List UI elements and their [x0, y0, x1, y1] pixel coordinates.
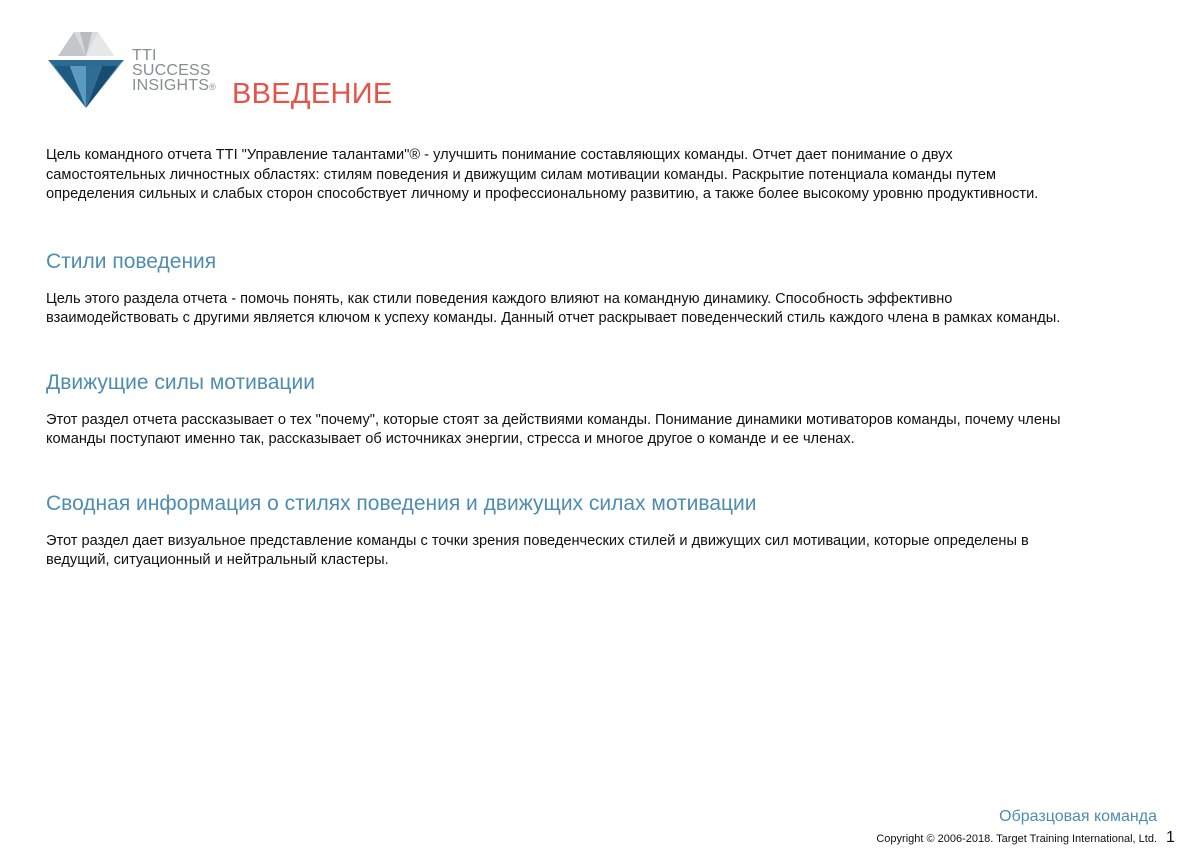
- logo-line-3-text: INSIGHTS: [132, 77, 210, 94]
- section-heading-summary: Сводная информация о стилях поведения и движущих силах мотивации: [46, 491, 757, 515]
- section-heading-behavior-styles: Стили поведения: [46, 249, 217, 273]
- report-body: [46, 146, 1066, 571]
- footer-team-name: Образцовая команда: [999, 808, 1157, 825]
- section-text-summary: Этот раздел дает визуальное представление команды с точки зрения поведенческих стилей и движущих сил мотивации, которые определены в ведущий, ситуационный и нейтральный кластеры.: [46, 532, 1029, 568]
- intro-paragraph: Цель командного отчета TTI "Управление талантами"® - улучшить понимание составляющих команды. Отчет дает понимание о двух самостоятельных личностных областях: стилям поведения и движущим силам мотивации команды. Раскрытие потенциала команды путем определения сильных и слабых сторон способствует личному и профессиональному развитию, а также более высокому уровню продуктивности.: [46, 147, 1039, 202]
- diamond-logo-icon: [44, 26, 128, 110]
- logo-line-3: [132, 78, 216, 95]
- section-text-behavior-styles: Цель этого раздела отчета - помочь понять, как стили поведения каждого влияют на командную динамику. Способность эффективно взаимодействовать с другими является ключом к успеху команды. Данный отчет раскрывает поведенческий стиль каждого члена в рамках команды.: [46, 290, 1061, 326]
- logo-registered-mark: ®: [209, 82, 217, 92]
- page-title: ВВЕДЕНИЕ: [232, 78, 393, 110]
- page-number: 1: [1166, 829, 1175, 846]
- section-text-motivators: Этот раздел отчета рассказывает о тех "почему", которые стоят за действиями команды. Понимание динамики мотиваторов команды, почему члены команды поступают именно так, рассказывает об источниках энергии, стресса и многое другое о команде и ее членах.: [46, 411, 1061, 447]
- logo-line-1: TTI: [132, 47, 157, 64]
- section-heading-motivators: Движущие силы мотивации: [46, 370, 315, 394]
- report-header: [44, 26, 644, 116]
- footer-copyright: Copyright © 2006-2018. Target Training International, Ltd.: [876, 833, 1157, 845]
- logo-line-2: SUCCESS: [132, 62, 211, 79]
- logo-wordmark: [132, 48, 216, 95]
